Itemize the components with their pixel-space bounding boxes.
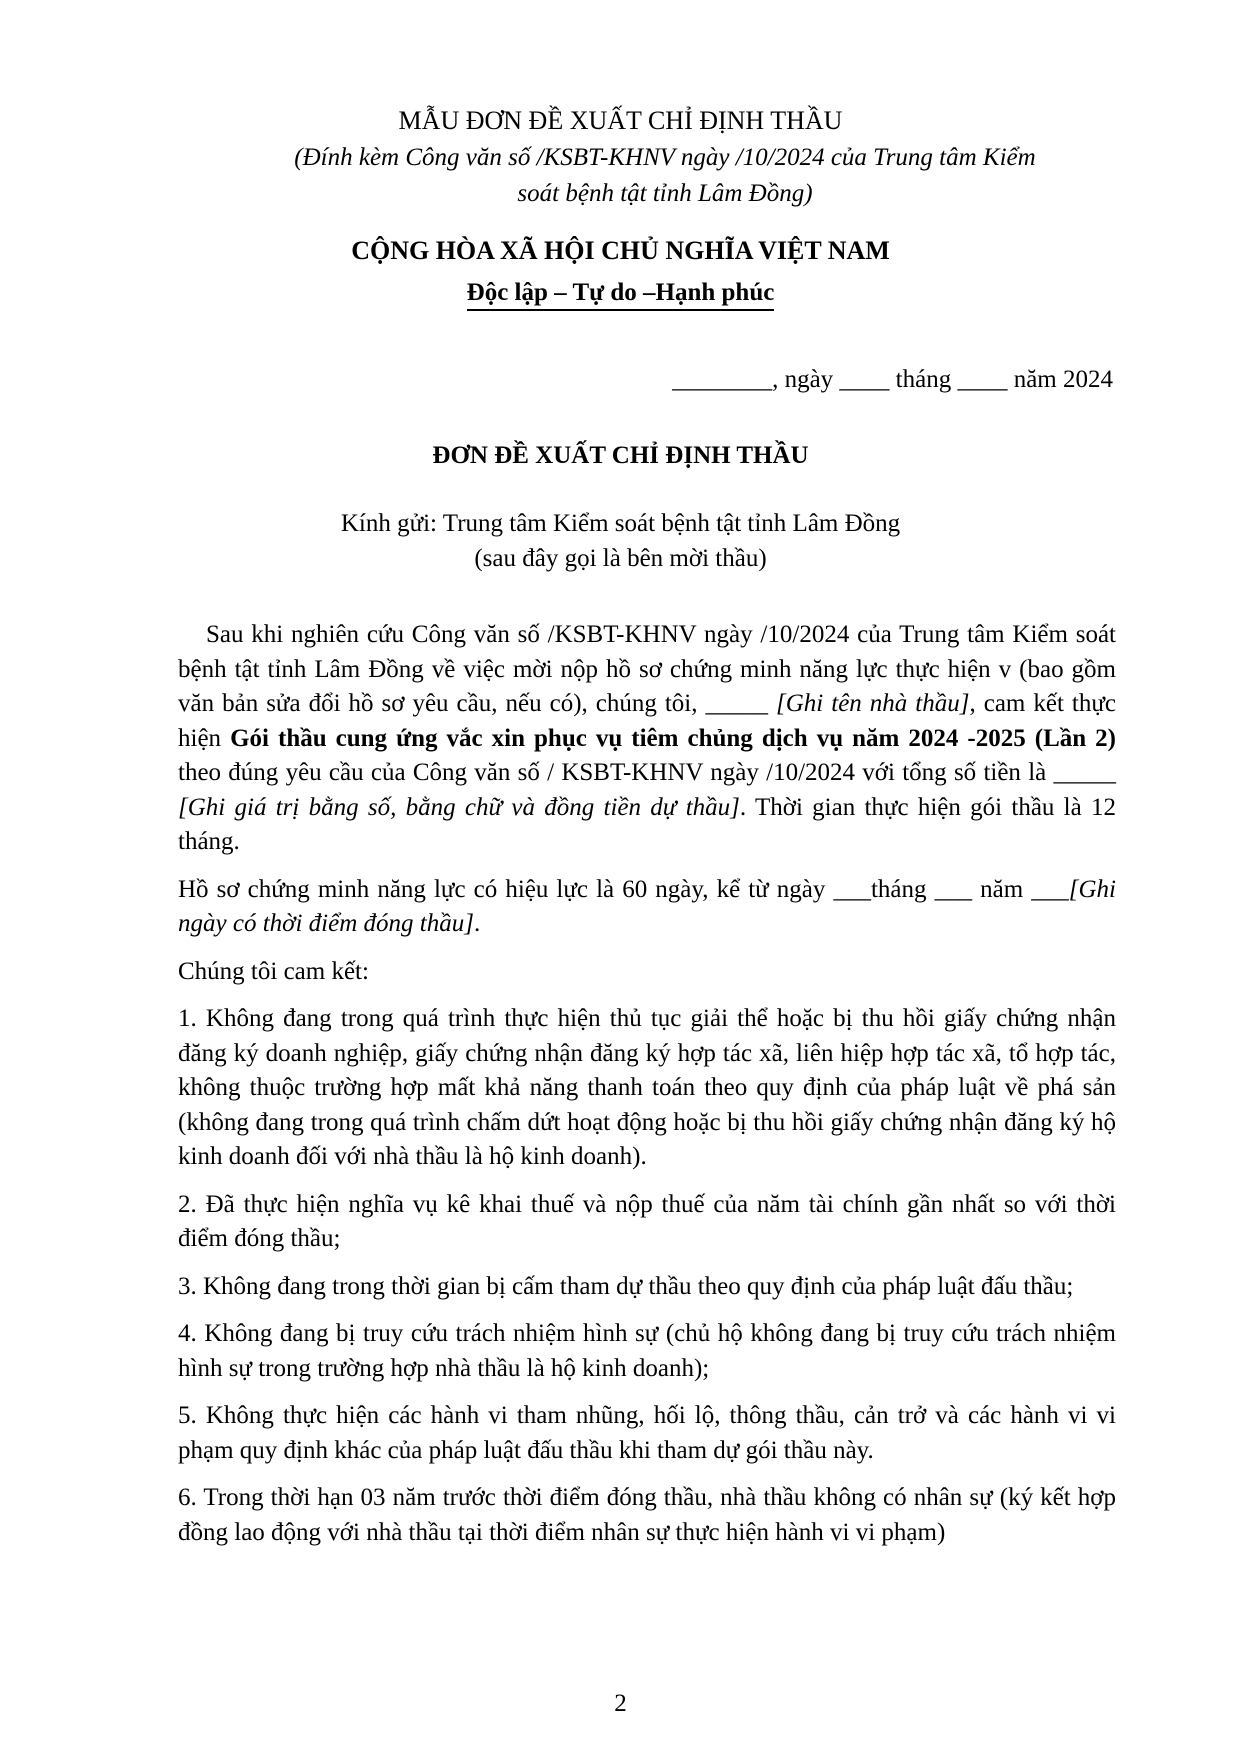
- template-note-line2: soát bệnh tật tỉnh Lâm Đồng): [517, 180, 813, 207]
- commitment-item-3: 3. Không đang trong thời gian bị cấm tham dự thầu theo quy định của pháp luật đấu thầu;: [178, 1272, 1074, 1300]
- document-body: [178, 618, 1116, 1550]
- page-number: 2: [614, 1690, 627, 1717]
- commitment-item-4: 4. Không đang bị truy cứu trách nhiệm hình sự (chủ hộ không đang bị truy cứu trách nhiệm hình sự trong trường hợp nhà thầu là hộ kinh doanh);: [178, 1320, 1116, 1382]
- commitment-item-2: 2. Đã thực hiện nghĩa vụ kê khai thuế và nộp thuế của năm tài chính gần nhất so với thời điểm đóng thầu;: [178, 1190, 1116, 1252]
- commitment-item-5: 5. Không thực hiện các hành vi tham nhũng, hối lộ, thông thầu, cản trở và các hành vi vi phạm quy định khác của pháp luật đấu thầu khi tham dự gói thầu này.: [178, 1402, 1116, 1464]
- closing-date-placeholder: [Ghi ngày có thời điểm đóng thầu]: [178, 875, 1116, 937]
- template-note: [185, 140, 1145, 212]
- intro-text-d: . Thời gian thực hiện gói thầu là 12 tháng.: [178, 793, 1116, 855]
- motto-container: [0, 279, 1241, 311]
- template-note-line1: (Đính kèm Công văn số /KSBT-KHNV ngày /10/2024 của Trung tâm Kiểm: [294, 144, 1036, 171]
- intro-paragraph: [178, 618, 1116, 860]
- validity-paragraph: [178, 873, 1116, 942]
- recipient-line: Kính gửi: Trung tâm Kiểm soát bệnh tật tỉnh Lâm Đồng: [340, 510, 901, 537]
- date-line: ________, ngày ____ tháng ____ năm 2024: [672, 366, 1113, 393]
- validity-text-b: .: [473, 910, 481, 937]
- commitment-heading: Chúng tôi cam kết:: [178, 957, 369, 985]
- intro-text-a: Sau khi nghiên cứu Công văn số /KSBT-KHNV ngày /10/2024 của Trung tâm Kiểm soát bệnh tật tỉnh Lâm Đồng về việc mời nộp hồ sơ chứng minh năng lực thực hiện v (bao gồm văn bản sửa đổi hồ sơ yêu cầu, nếu có), chúng tôi, _____: [178, 621, 1116, 717]
- commitment-item-6: 6. Trong thời hạn 03 năm trước thời điểm đóng thầu, nhà thầu không có nhân sự (ký kết hợp đồng lao động với nhà thầu tại thời điểm nhân sự thực hiện hành vi vi phạm): [178, 1484, 1116, 1546]
- commitment-item-1: 1. Không đang trong quá trình thực hiện thủ tục giải thể hoặc bị thu hồi giấy chứng nhận đăng ký doanh nghiệp, giấy chứng nhận đăng ký hợp tác xã, liên hiệp hợp tác xã, tổ hợp tác, không thuộc trường hợp mất khả năng thanh toán theo quy định của pháp luật về phá sản (không đang trong quá trình chấm dứt hoạt động hoặc bị thu hồi giấy chứng nhận đăng ký hộ kinh doanh đối với nhà thầu là hộ kinh doanh).: [178, 1005, 1116, 1170]
- national-title: CỘNG HÒA XÃ HỘI CHỦ NGHĨA VIỆT NAM: [351, 236, 890, 265]
- contractor-name-placeholder: [Ghi tên nhà thầu]: [776, 690, 970, 717]
- template-title: MẪU ĐƠN ĐỀ XUẤT CHỈ ĐỊNH THẦU: [398, 106, 843, 135]
- bid-value-placeholder: [Ghi giá trị bằng số, bằng chữ và đồng tiền dự thầu]: [178, 793, 740, 821]
- intro-text-b: , cam kết thực hiện: [178, 690, 1116, 752]
- national-motto: Độc lập – Tự do –Hạnh phúc: [467, 279, 775, 311]
- validity-text-a: Hồ sơ chứng minh năng lực có hiệu lực là 60 ngày, kể từ ngày ___tháng ___ năm ___: [178, 875, 1069, 903]
- recipient-note: (sau đây gọi là bên mời thầu): [474, 545, 767, 572]
- package-name: Gói thầu cung ứng vắc xin phục vụ tiêm chủng dịch vụ năm 2024 -2025 (Lần 2): [230, 724, 1117, 752]
- intro-text-c: theo đúng yêu cầu của Công văn số / KSBT-KHNV ngày /10/2024 với tổng số tiền là _____: [178, 759, 1116, 786]
- document-title: ĐƠN ĐỀ XUẤT CHỈ ĐỊNH THẦU: [432, 442, 809, 469]
